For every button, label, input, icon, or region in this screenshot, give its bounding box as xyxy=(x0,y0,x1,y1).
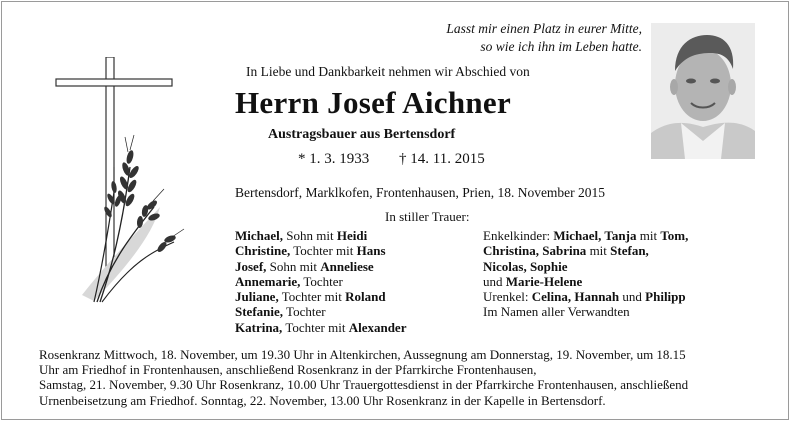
death-date: † 14. 11. 2015 xyxy=(399,151,485,167)
mourning-heading: In stiller Trauer: xyxy=(385,209,470,224)
place-and-date: Bertensdorf, Marklkofen, Frontenhausen, Prien, 18. November 2015 xyxy=(235,185,606,200)
list-item: Im Namen aller Verwandten xyxy=(483,304,630,320)
ceremony-line: Samstag, 21. November, 9.30 Uhr Rosenkranz, 10.00 Uhr Trauergottesdienst in der Pfarrkirche Frontenhausen, anschließend xyxy=(39,377,689,393)
ceremony-details xyxy=(39,347,779,408)
life-dates xyxy=(298,151,485,168)
list-item: Josef, Sohn mit Anneliese xyxy=(235,258,374,274)
list-item: Urenkel: Celina, Hannah und Philipp xyxy=(483,289,686,305)
quote-line-2: so wie ich ihn im Leben hatte. xyxy=(480,39,642,54)
birth-date: * 1. 3. 1933 xyxy=(298,151,370,167)
list-item: Stefanie, Tochter xyxy=(235,304,326,320)
deceased-name: Herrn Josef Aichner xyxy=(235,85,512,120)
quote-line-1: Lasst mir einen Platz in eurer Mitte, xyxy=(446,21,642,36)
list-item: Michael, Sohn mit Heidi xyxy=(235,228,368,243)
quote xyxy=(446,20,642,56)
list-item: Nicolas, Sophie xyxy=(483,258,568,274)
family-list-grandchildren xyxy=(483,228,688,320)
ceremony-line: Urnenbeisetzung am Friedhof. Sonntag, 22. November, 13.00 Uhr Rosenkranz in der Kapelle in Bertensdorf. xyxy=(39,392,606,408)
ceremony-line: Rosenkranz Mittwoch, 18. November, um 19.30 Uhr in Altenkirchen, Aussegnung am Donnerstag, 19. November, um 18.15 xyxy=(39,347,686,362)
list-item: Juliane, Tochter mit Roland xyxy=(235,289,386,305)
list-item: Christine, Tochter mit Hans xyxy=(235,243,386,259)
occupation-origin: Austragsbauer aus Bertensdorf xyxy=(268,127,456,142)
list-item: Enkelkinder: Michael, Tanja mit Tom, xyxy=(483,228,689,243)
cross-with-wheat-icon xyxy=(42,57,192,305)
list-item: Christina, Sabrina mit Stefan, xyxy=(483,243,649,259)
obituary-notice xyxy=(1,1,789,420)
list-item: Katrina, Tochter mit Alexander xyxy=(235,319,407,335)
intro-text: In Liebe und Dankbarkeit nehmen wir Abschied von xyxy=(246,64,530,79)
list-item: Annemarie, Tochter xyxy=(235,273,343,289)
ceremony-line: Uhr am Friedhof in Frontenhausen, anschließend Rosenkranz in der Pfarrkirche Frontenhausen, xyxy=(39,362,537,378)
list-item: und Marie-Helene xyxy=(483,273,583,289)
family-list-children xyxy=(235,228,406,335)
portrait-photo xyxy=(651,23,755,159)
